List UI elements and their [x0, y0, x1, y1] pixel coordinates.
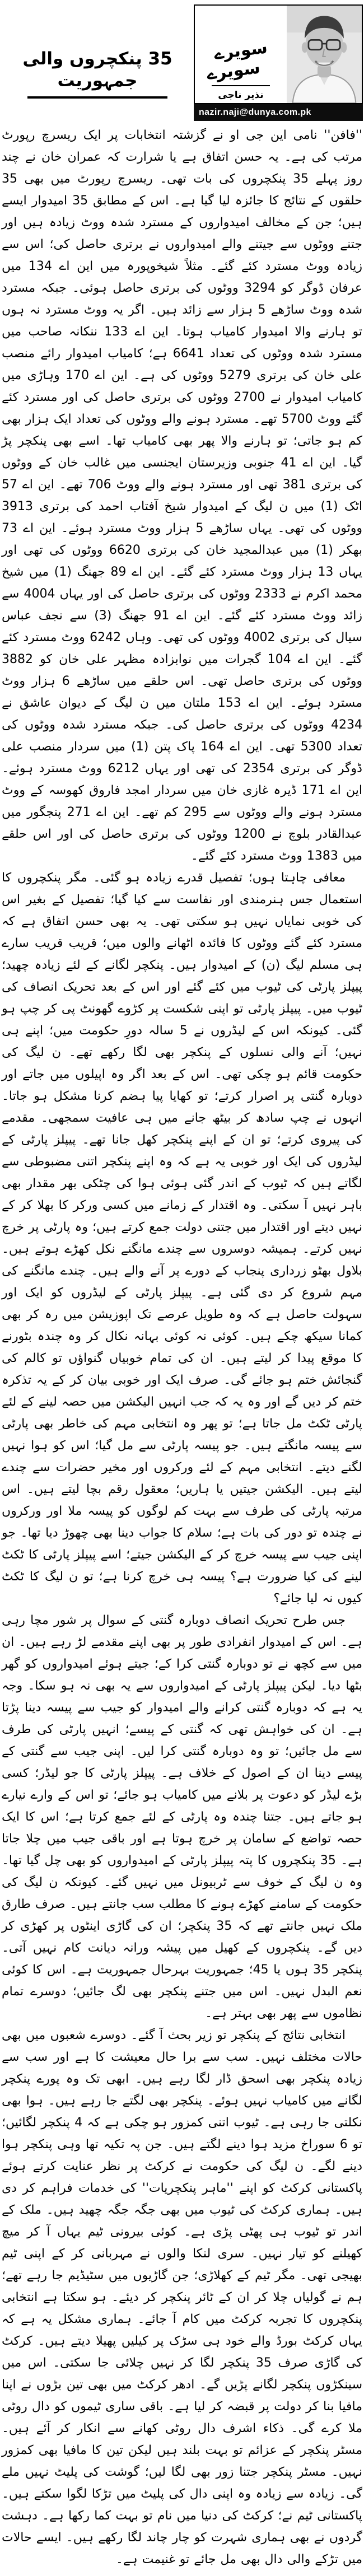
article-title: 35 پنکچروں والی جمہوریت — [22, 49, 172, 91]
column-logo — [195, 6, 287, 103]
title-area — [0, 48, 195, 99]
author-name: نذیر ناجی — [218, 90, 264, 101]
author-email: nazir.naji@dunya.com.pk — [199, 108, 311, 117]
article-paragraph: انتخابی نتائج کے پنکچر تو زیر بحث آ گئے۔ دوسرے شعبوں میں بھی حالات مختلف نہیں۔ سب سے برا حال معیشت کا ہے اور سب سے زیادہ پنکچر بھی اسحق ڈار لگا رہے ہیں۔ ابھی تک وہ پورے پنکچر لگانے میں کامیاب نہیں ہوئے۔ پنکچر بھی لگتے جا رہے ہیں۔ ہوا بھی نکلتی جا رہی ہے۔ ٹیوب اتنی کمزور ہو چکی ہے کہ 4 پنکچر لگائیں؛ تو 6 سوراخ مزید ہوا دینے لگتے ہیں۔ جن پہ تکیہ تھا وہی پنکچر ہوا دینے لگے۔ ن لیگ کی حکومت نے کرکٹ پر نظر عنایت کرتے ہوئے پاکستانی کرکٹ کو اپنے ''ماہر پنکچریات'' کی خدمات فراہم کر دی ہیں۔ ہماری کرکٹ کی ٹیوب میں بھی جگہ جگہ چھید ہیں۔ ملک کے اندر تو ٹیوب ہی پھٹی پڑی ہے۔ کوئی بیرونی ٹیم یہاں آ کر میچ کھیلنے کو تیار نہیں۔ سری لنکا والوں نے مہربانی کر کے اپنی ٹیم بھیجی تھی۔ مگر ٹیم کے کھلاڑی؛ جن گاڑیوں میں سٹیڈیم جا رہے تھے؛ ہم نے گولیاں چلا کر ان کے ٹائر پنکچر کر دیئے۔ ہو سکتا ہے انتخابی پنکچروں کا تجربہ کرکٹ میں کام آ جائے۔ ہماری مشکل یہ ہے کہ یہاں کرکٹ بورڈ والے خود ہی سڑک پر کیلیں پھیلا دیتے ہیں۔ کرکٹ کی گاڑی صرف 35 پنکچر لگا کر نہیں چلائی جا سکتی۔ اس میں سینکڑوں پنکچر لگانے پڑیں گے۔ ادھر کرکٹ میں بھی تین بڑوں نے اپنا مافیا بنا کر دولت پر قبضہ کر لیا ہے۔ باقی ساری ٹیموں کو دال روٹی ملا کرے گی۔ ذکاء اشرف دال روٹی کھانے سے انکار کر آئے ہیں۔ مسٹر پنکچر کے عزائم تو بہت بلند ہیں لیکن تین کا مافیا بھی کمزور نہیں۔ مسٹر پنکچر جتنا زور بھی لگا لیں؛ گوشت کی پلیٹ نہیں ملے گی۔ زیادہ سے زیادہ وہ اپنی دال کی پلیٹ میں تڑکا لگوا سکتے ہیں۔ پاکستانی ٹیم نے؛ کرکٹ کی دنیا میں نام تو بہت کما رکھا ہے۔ دہشت گردوں نے بھی ہماری شہرت کو چار چاند لگا رکھے ہیں۔ ایسے حالات میں تڑکے والی دال بھی مل جائے تو غنیمت ہے۔ — [2, 2028, 363, 2566]
logo-word-2: سویرے — [206, 58, 262, 84]
logo-word-1: سویرے — [213, 38, 269, 64]
article-paragraph: معافی چاہتا ہوں؛ تفصیل قدرے زیادہ ہو گئی۔ مگر پنکچروں کا استعمال جس ہنرمندی اور نفاست سے کیا گیا؛ تفصیل کے بغیر اس کی خوبی نمایاں نہیں ہو سکتی تھی۔ یہ بھی حسن اتفاق ہے کہ مسترد کئے گئے ووٹوں کا فائدہ اٹھانے والوں میں؛ قریب قریب سارے ہی مسلم لیگ (ن) کے امیدوار ہیں۔ پنکچر لگانے کے لئے زیادہ چھید؛ پیپلز پارٹی کی ٹیوب میں کئے گئے اور اس کے بعد تحریک انصاف کی ٹیوب میں۔ پیپلز پارٹی تو اپنی شکست پر کڑوے گھونٹ پی کر چپ ہو گئی۔ کیونکہ اس کے لیڈروں نے 5 سالہ دورِ حکومت میں؛ اپنے ہی نہیں؛ آنے والی نسلوں کے پنکچر بھی لگا رکھے تھے۔ ن لیگ کی حکومت قائم ہو چکی تھی۔ اس کے بعد اگر وہ اپیلوں میں جاتے اور دوبارہ گنتی پر اصرار کرتے؛ تو کھایا پیا ہضم کرنا مشکل ہو جاتا۔ انہوں نے چپ سادھ کر بیٹھ جانے میں ہی عافیت سمجھی۔ مقدمے کی پیروی کرتے؛ تو ان کے اپنے پنکچر کھل جانا تھے۔ پیپلز پارٹی کے لیڈروں کی ایک اور خوبی یہ ہے کہ وہ اپنے پنکچر اتنی مضبوطی سے لگاتے ہیں کہ ٹیوب کے اندر گئی ہوئی ہوا کی چٹکی بھر مقدار بھی باہر نہیں آ سکتی۔ وہ اقتدار کے زمانے میں کسی ورکر کا بھلا کر کے نہیں دیتے اور اقتدار میں جتنی دولت جمع کرتے ہیں؛ وہ پارٹی پر خرچ نہیں کرتے۔ ہمیشہ دوسروں سے چندے مانگنے نکل کھڑے ہوتے ہیں۔ بلاول بھٹو زرداری پنجاب کے دورے پر آنے والے ہیں۔ چندے مانگنے کی مہم شروع کر دی گئی ہے۔ پیپلز پارٹی کے لیڈروں کو ایک اور سہولت حاصل ہے کہ وہ طویل عرصے تک اپوزیشن میں رہ کر بھی کمانا سیکھ چکے ہیں۔ کوئی نہ کوئی بہانہ نکال کر وہ چندہ بٹورنے کا موقع پیدا کر لیتے ہیں۔ ان کی تمام خوبیاں گنواؤں تو کالم کی گنجائش ختم ہو جائے گی۔ صرف ایک اور خوبی بیان کر کے یہ تذکرہ ختم کر دیں گے اور وہ یہ کہ جب انہیں الیکشن میں حصہ لینے کے لئے پارٹی ٹکٹ مل جاتا ہے؛ تو پھر وہ انتخابی مہم کی خاطر بھی پارٹی سے پیسہ مانگتے ہیں۔ جو پیسہ پارٹی سے مل گیا؛ اس کو ہوا نہیں لگنے دیتے۔ انتخابی مہم کے لئے ورکروں اور مخیر حضرات سے چندے لیتے ہیں۔ الیکشن جیتیں یا ہاریں؛ معقول رقم بچا لیتے ہیں۔ اس مرتبہ پارٹی کی طرف سے بہت کم لوگوں کو پیسہ ملا اور ورکروں نے چندہ تو دور کی بات ہے؛ سلام کا جواب دینا بھی چھوڑ دیا تھا۔ جو اپنی جیب سے پیسہ خرچ کر کے الیکشن جیتے؛ اسے پیپلز پارٹی کا ٹکٹ لینے کی کیا ضرورت ہے؟ پیسہ ہی خرچ کرنا ہے؛ تو ن لیگ کا ٹکٹ کیوں نہ لیا جائے؟ — [2, 871, 362, 1606]
article-body — [0, 122, 364, 2576]
email-bar — [194, 104, 363, 121]
article-paragraph: ''فافن'' نامی این جی او نے گزشتہ انتخابات پر ایک ریسرچ رپورٹ مرتب کی ہے۔ یہ حسن اتفاق ہے یا شرارت کہ عمران خان نے چند روز پہلے 35 پنکچروں کی بات تھی۔ ریسرچ رپورٹ میں بھی 35 حلقوں کے نتائج کا جائزہ لیا گیا ہے۔ اس کے مطابق 35 امیدوار ایسے ہیں؛ جن کے مخالف امیدواروں کے مسترد شدہ ووٹ زیادہ ہیں اور جتنے ووٹوں سے جیتنے والے امیدواروں نے برتری حاصل کی؛ اس سے زیادہ ووٹ مسترد کئے گئے۔ مثلاً شیخوپورہ میں این اے 134 میں عرفان ڈوگر کو 3294 ووٹوں کی برتری حاصل ہوئی۔ جبکہ مسترد شدہ ووٹ ساڑھے 5 ہزار سے زائد ہیں۔ اگر یہ ووٹ مسترد نہ ہوں تو ہارنے والا امیدوار کامیاب ہوتا۔ این اے 133 ننکانہ صاحب میں مسترد شدہ ووٹوں کی تعداد 6641 ہے؛ کامیاب امیدوار رائے منصب علی خان کی برتری 5279 ووٹوں کی ہے۔ این اے 170 وہاڑی میں کامیاب امیدوار نے 2700 ووٹوں کی برتری حاصل کی اور مسترد کئے گئے ووٹ 5700 تھے۔ مسترد ہونے والے ووٹوں کی تعداد ایک ہزار بھی کم ہو جاتی؛ تو ہارنے والا پھر بھی کامیاب تھا۔ اسے بھی پنکچر پڑ گیا۔ این اے 41 جنوبی وزیرستان ایجنسی میں غالب خان کے ووٹوں کی برتری 381 تھی اور مسترد ہونے والے ووٹ 706 تھے۔ این اے 57 اٹک (1) میں ن لیگ کے امیدوار شیخ آفتاب احمد کی برتری 3913 ووٹوں کی تھی۔ یہاں ساڑھے 5 ہزار ووٹ مسترد ہوئے۔ این اے 73 بھکر (1) میں عبدالمجید خان کی برتری 6620 ووٹوں کی تھی اور یہاں 13 ہزار ووٹ مسترد کئے گئے۔ این اے 89 جھنگ (1) میں شیخ محمد اکرم نے 2333 ووٹوں کی برتری حاصل کی اور یہاں 4004 سے زائد ووٹ مسترد کئے گئے۔ این اے 91 جھنگ (3) سے نجف عباس سیال کی برتری 4002 ووٹوں کی تھی۔ وہاں 6242 ووٹ مسترد کئے گئے۔ این اے 104 گجرات میں نوابزادہ مظہر علی خان کو 3882 ووٹوں کی برتری حاصل تھی۔ اس حلقے میں ساڑھے 6 ہزار ووٹ مسترد ہوئے۔ این اے 153 ملتان میں ن لیگ کے دیوان عاشق نے 4234 ووٹوں کی برتری حاصل کی۔ جبکہ مسترد شدہ ووٹوں کی تعداد 5300 تھی۔ این اے 164 پاک پتن (1) میں سردار منصب علی ڈوگر کی برتری 2354 کی تھی اور یہاں 6212 ووٹ مسترد ہوئے۔ این اے 171 ڈیرہ غازی خان میں سردار امجد فاروق کھوسہ کے ووٹ مسترد ہونے والے ووٹوں سے 295 کم تھے۔ این اے 271 پنجگور میں عبدالقادر بلوچ نے 1200 ووٹوں کی برتری حاصل کی اور اس حلقے میں 1383 ووٹ مسترد کئے گئے۔ — [2, 128, 363, 863]
masthead-box — [194, 4, 363, 104]
column-header — [0, 0, 364, 122]
logo-rule — [212, 85, 270, 86]
article-paragraph: جس طرح تحریک انصاف دوبارہ گنتی کے سوال پر شور مچا رہی ہے۔ اس کے امیدوار انفرادی طور پر بھی اپنے مقدمے لڑ رہے ہیں۔ ان میں سے کچھ نے تو دوبارہ گنتی کرا کے؛ جیتے ہوئے امیدواروں کو گھر بٹھا دیا۔ لیکن پیپلز پارٹی کے امیدواروں سے یہ بھی نہ ہو سکا۔ وجہ یہ ہے کہ دوبارہ گنتی کرانے والے امیدوار کو جیب سے پیسہ دینا پڑتا ہے۔ ان کی خواہش تھی کہ گنتی کے پیسے؛ انہیں پارٹی کی طرف سے مل جائیں؛ تو وہ دوبارہ گنتی کرا لیں۔ اپنی جیب سے گنتی کے پیسے دینا ان کے اصول کے خلاف ہے۔ پیپلز پارٹی کا جو لیڈر؛ کسی بڑے لیڈر کو دعوت پر بلانے میں کامیاب ہو جائے؛ تو اس کے وارے نیارے ہو جاتے ہیں۔ جتنا چندہ وہ پارٹی کے لئے جمع کرتا ہے؛ اس کا ایک حصہ تواضع کے سامان پر خرچ ہوتا ہے اور باقی جیب میں چلا جاتا ہے۔ 35 پنکچروں کا پتہ پیپلز پارٹی کے امیدواروں کو بھی چل گیا تھا۔ وہ ن لیگ کے خوف سے ٹربیونل میں نہیں گئے۔ کیونکہ ن لیگ کی حکومت کے سامنے کھڑے ہونے کا مطلب سب جانتے ہیں۔ صرف طارق ملک نہیں جانتے تھے کہ 35 پنکچر؛ ان کی گاڑی اینٹوں پر کھڑی کر دیں گے۔ پنکچروں کے کھیل میں پیشہ ورانہ دیانت کام نہیں آتی۔ پنکچر 35 ہوں یا 45؛ جمہوریت بہرحال جمہوریت ہے۔ اس کا کوئی نعم البدل نہیں۔ اس میں جتنے پنکچر بھی لگ جائیں؛ دوسرے تمام نظاموں سے پھر بھی بہتر ہے۔ — [2, 1613, 363, 2020]
portrait-icon — [287, 6, 362, 103]
author-photo — [287, 6, 362, 103]
masthead — [194, 4, 363, 121]
title-underline — [27, 96, 167, 99]
